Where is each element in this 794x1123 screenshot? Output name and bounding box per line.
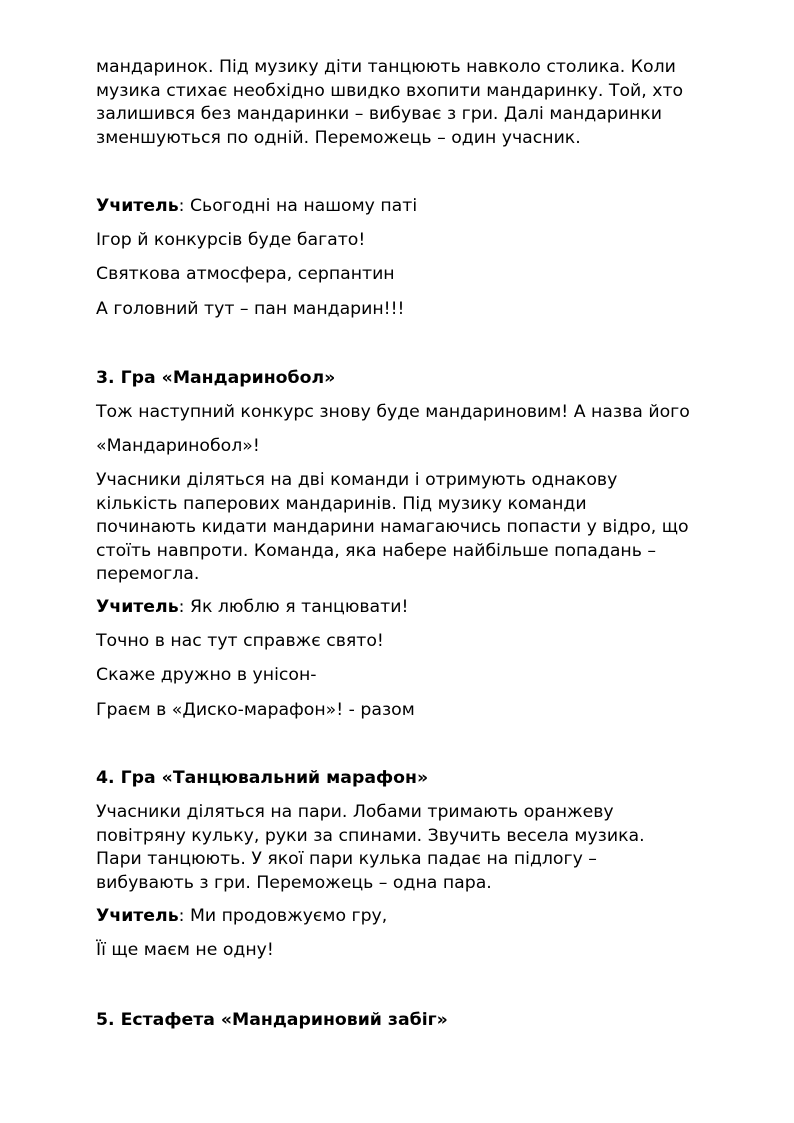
poem2-line3: Скаже дружно в унісон- xyxy=(96,665,317,685)
paragraph-line: починають кидати мандарини намагаючись попасти у відро, що xyxy=(96,517,689,537)
poem1-line1 xyxy=(96,195,746,218)
poem2-line4: Граєм в «Диско-марафон»! - разом xyxy=(96,700,415,720)
poem2-line1 xyxy=(96,596,746,619)
paragraph-line: Учасники діляться на дві команди і отримують однакову xyxy=(96,470,618,490)
poem3-line1 xyxy=(96,905,746,928)
poem-text: : Сьогодні на нашому паті xyxy=(178,196,418,216)
poem1-line4: А головний тут – пан мандарин!!! xyxy=(96,299,405,319)
poem3-line2: Її ще маєм не одну! xyxy=(96,940,274,960)
poem-text: : Як люблю я танцювати! xyxy=(178,597,409,617)
paragraph-line: кількість паперових мандаринів. Під музику команди xyxy=(96,493,587,514)
paragraph-line: залишився без мандаринки – вибуває з гри. Далі мандаринки xyxy=(96,104,662,124)
teacher-label: Учитель xyxy=(96,196,179,216)
paragraph-line: перемогла. xyxy=(96,564,200,584)
intro-paragraph xyxy=(96,56,746,150)
paragraph-line: зменшуються по одній. Переможець – один учасник. xyxy=(96,127,581,148)
game3-description xyxy=(96,469,746,587)
paragraph-line: музика стихає необхідно швидко вхопити мандаринку. Той, хто xyxy=(96,80,684,101)
game4-heading: 4. Гра «Танцювальний марафон» xyxy=(96,768,429,788)
poem1-line2: Ігор й конкурсів буде багато! xyxy=(96,230,366,250)
paragraph-line: повітряну кульку, руки за спинами. Звучить весела музика. xyxy=(96,825,645,846)
game4-description xyxy=(96,801,746,895)
teacher-label: Учитель xyxy=(96,906,179,926)
poem2-line2: Точно в нас тут справжє свято! xyxy=(96,631,384,651)
paragraph-line: вибувають з гри. Переможець – одна пара. xyxy=(96,872,492,893)
game5-heading: 5. Естафета «Мандариновий забіг» xyxy=(96,1010,448,1030)
paragraph-line: Пари танцюють. У якої пари кулька падає на підлогу – xyxy=(96,849,597,869)
game3-heading: 3. Гра «Мандаринобол» xyxy=(96,368,336,388)
poem1-line3: Святкова атмосфера, серпантин xyxy=(96,264,395,284)
paragraph-line: мандаринок. Під музику діти танцюють навколо столика. Коли xyxy=(96,57,676,77)
paragraph-line: стоїть навпроти. Команда, яка набере найбільше попадань – xyxy=(96,540,657,561)
game3-intro-line2: «Мандаринобол»! xyxy=(96,436,260,456)
game3-intro-line1: Тож наступний конкурс знову буде мандариновим! А назва його xyxy=(96,402,690,422)
paragraph-line: Учасники діляться на пари. Лобами тримають оранжеву xyxy=(96,802,614,822)
poem-text: : Ми продовжуємо гру, xyxy=(178,906,388,926)
teacher-label: Учитель xyxy=(96,597,179,617)
